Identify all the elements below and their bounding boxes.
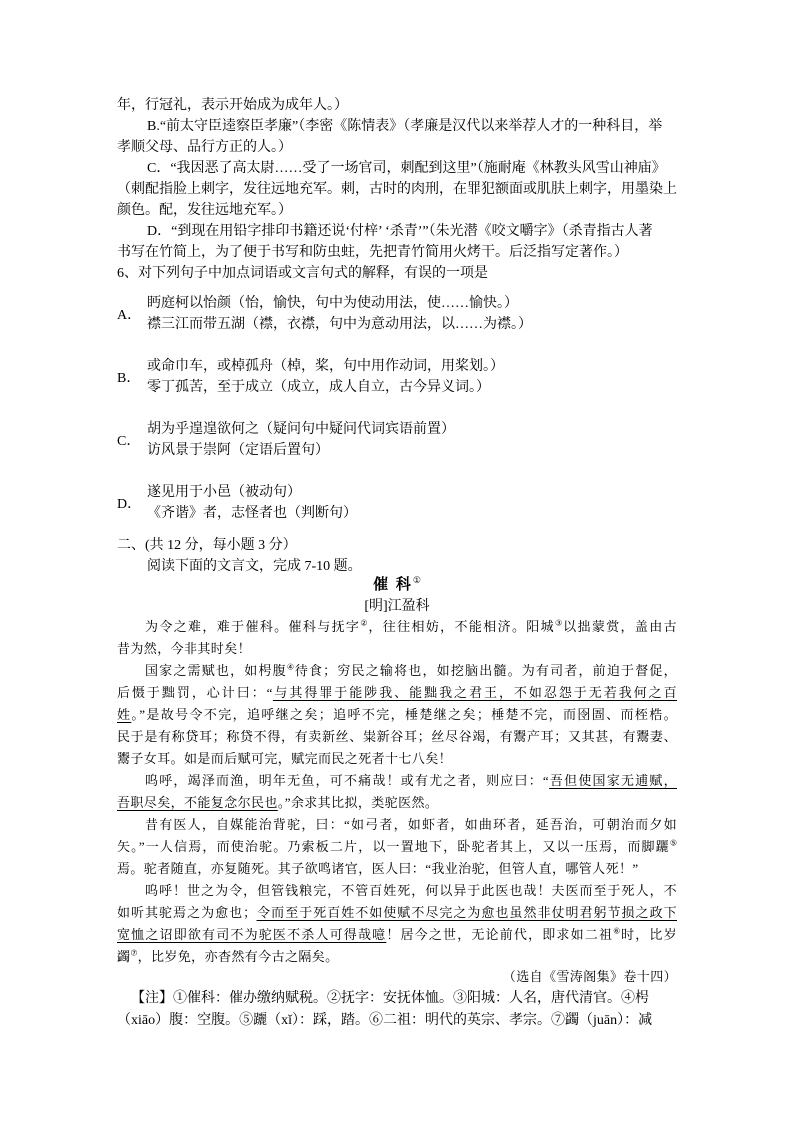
passage-text: ，比岁免，亦杳然有今古之隔矣。 (137, 949, 339, 964)
section-instruction: 阅读下面的文言文，完成 7-10 题。 (147, 559, 362, 574)
option-line: （刺配指脸上刺字，发往远地充军。刺，古时的肉刑，在罪犯额面或肌肤上刺字，用墨染上 (117, 182, 677, 197)
section-2-header (117, 535, 677, 577)
passage-source: （选自《雪涛阁集》卷十四） (502, 969, 677, 984)
passage-text: 矢。”一人信焉，而使治驼。乃索板二片，以一置地下，卧驼者其上，又以一压焉，而脚躧 (117, 839, 670, 854)
passage-line (117, 704, 677, 726)
passage-text: 。”是故号令不完，追呼继之矣；追呼不完，棰楚继之矣；棰楚不完，而囹圄、而桎梏。 (131, 707, 677, 722)
passage-text: 呜呼，竭泽而渔，明年无鱼，可不痛哉！或有尤之者，则应曰：“ (145, 773, 550, 788)
passage-line (117, 792, 677, 814)
passage-notes (117, 988, 677, 1032)
passage-text: 蠲 (117, 949, 131, 964)
passage-paragraph (117, 770, 677, 814)
passage-line (117, 638, 677, 660)
question-6-option-d (117, 482, 677, 524)
section-heading: 二、(共 12 分，每小题 3 分） (117, 538, 297, 553)
question-6-option-b (117, 356, 677, 398)
option-line: D．“到现在用铅字排印书籍还说‘付梓’ ‘杀青’”（朱光潜《咬文嚼字》（杀青指古人著 (147, 224, 653, 239)
passage-line (117, 858, 677, 880)
option-label: C． (117, 434, 141, 449)
passage-text: 为令之难，难于催科。催科与抚字 (145, 619, 361, 634)
underlined-sentence: 吾但使国家无逋赋， (549, 773, 677, 788)
underlined-sentence: 令而至于死百姓不如使赋不尽完之为愈也虽然非仗明君躬节损之政下 (256, 905, 677, 920)
underlined-sentence: 吾职尽矣，不能复念尔民也 (117, 795, 278, 810)
passage-text: 民于是有称贷耳；称贷不得，有卖新丝、粜新谷耳；丝尽谷竭，有鬻产耳；又其甚，有鬻妻、 (117, 729, 677, 744)
footnote-marker: ⑤ (669, 838, 677, 848)
passage-line (117, 880, 677, 902)
underlined-sentence: 姓 (117, 707, 132, 722)
footnote-marker: ① (412, 575, 421, 585)
passage-author: [明]江盈科 (364, 599, 430, 614)
passage-line (117, 726, 677, 748)
option-line: C．“我因恶了高太尉……受了一场官司，刺配到这里”（施耐庵《林教头风雪山神庙》 (147, 161, 666, 176)
passage-line (117, 924, 677, 946)
passage-line (117, 814, 677, 836)
underlined-sentence: 宽恤之诏即欲有司不为驼医不杀人可得哉噫 (117, 927, 387, 942)
footnote-marker: ② (360, 618, 369, 628)
question-5-option-b (117, 116, 677, 158)
question-6-option-c (117, 419, 677, 461)
option-line: 《齐谐》者，志怪者也（判断句） (147, 506, 357, 521)
passage-paragraph (117, 616, 677, 660)
passage-text: 时，比岁 (621, 927, 678, 942)
passage-text: 呜呼！世之为令，但管钱粮完，不管百姓死，何以异于此医也哉！夫医而至于死人，不 (145, 883, 677, 898)
passage-text: 焉。驼者随直，亦复随死。其子欲鸣诸官，医人曰：“我业治驼，但管人直，哪管人死！” (117, 861, 639, 876)
passage-line (117, 660, 677, 682)
option-label: B． (117, 371, 141, 386)
passage-paragraph (117, 660, 677, 770)
footnote-marker: ④ (286, 662, 295, 672)
passage-text: 昔为然，今非其时矣！ (117, 641, 252, 656)
passage-text: 待食；穷民之输将也，如挖脑出髓。为有司者，前迫于督促， (294, 663, 677, 678)
option-label: D． (117, 497, 142, 512)
passage-paragraph (117, 880, 677, 968)
passage-text: 国家之需赋也，如枵腹 (145, 663, 287, 678)
passage-line (117, 946, 677, 968)
passage-line (117, 682, 677, 704)
option-line: 眄庭柯以怡颜（怡，愉快，句中为使动用法，使……愉快。） (147, 296, 518, 311)
passage-line (117, 836, 677, 858)
question-5-options (117, 95, 677, 284)
passage-text: 昔有医人，自媒能治背驼，曰：“如弓者，如虾者，如曲环者，延吾治，可朝治而夕如 (145, 817, 677, 832)
option-label: A． (117, 308, 142, 323)
question-5-option-d (117, 221, 677, 263)
option-line: 胡为乎遑遑欲何之（疑问句中疑问代词宾语前置） (147, 422, 455, 437)
note-line: 【注】①催科：催办缴纳赋税。②抚字：安抚体恤。③阳城：人名，唐代清官。④枵 (131, 991, 649, 1006)
option-line: 书写在竹简上，为了便于书写和防虫蛀，先把青竹简用火烤干。后泛指写定著作。） (117, 245, 628, 260)
passage-line (117, 770, 677, 792)
footnote-marker: ⑥ (613, 926, 622, 936)
option-a-continuation: 年，行冠礼，表示开始成为成年人。） (117, 98, 348, 113)
footnote-marker: ⑦ (130, 948, 138, 958)
passage-text: 后慑于黜罚，心计曰：“ (117, 685, 273, 700)
passage-line (117, 902, 677, 924)
passage-text: ！居今之世，无论前代，即求如二祖 (386, 927, 614, 942)
option-line: B.“前太守臣逵察臣孝廉”（李密《陈情表》（孝廉是汉代以来举荐人才的一种科目，举 (147, 119, 663, 134)
passage-text: ，往往相妨，不能相济。阳城 (368, 619, 556, 634)
option-line: 访风景于崇阿（定语后置句） (147, 443, 329, 458)
passage-text: 鬻子女耳。如是而后赋可完，赋完而民之死者十七八矣！ (117, 751, 453, 766)
passage-title-text: 催 科 (373, 577, 413, 593)
question-6-stem: 6、对下列句子中加点词语或文言句式的解释，有误的一项是 (117, 266, 488, 281)
option-line: 孝顺父母、品行方正的人。） (117, 140, 292, 155)
passage-body (117, 616, 677, 968)
passage-text: 以拙蒙赏，盖由古 (563, 619, 678, 634)
footnote-marker: ③ (555, 618, 564, 628)
option-line: 遂见用于小邑（被动句） (147, 485, 301, 500)
passage-title (117, 575, 677, 596)
question-6-options (117, 293, 677, 545)
passage-paragraph (117, 814, 677, 880)
passage-line (117, 616, 677, 638)
underlined-sentence: 与其得罪于能陟我、能黜我之君王，不如忍怨于无若我何之百 (272, 685, 677, 700)
passage-line (117, 748, 677, 770)
question-6-option-a (117, 293, 677, 335)
passage-text: 如听其驼焉之为愈也； (117, 905, 257, 920)
option-line: 襟三江而带五湖（襟，衣襟，句中为意动用法，以……为襟。） (147, 317, 532, 332)
option-line: 或命巾车，或棹孤舟（棹，桨，句中用作动词，用桨划。） (147, 359, 504, 374)
option-line: 颜色。配，发往远地充军。） (117, 203, 292, 218)
question-5-option-c (117, 158, 677, 221)
note-line: （xiāo）腹：空腹。⑤躧（xǐ）：踩，踏。⑥二祖：明代的英宗、孝宗。⑦蠲（juān）：减 (117, 1013, 653, 1028)
passage-text: 。”余求其比拟，类驼医然。 (277, 795, 439, 810)
option-line: 零丁孤苦，至于成立（成立，成人自立，古今异义词。） (147, 380, 490, 395)
